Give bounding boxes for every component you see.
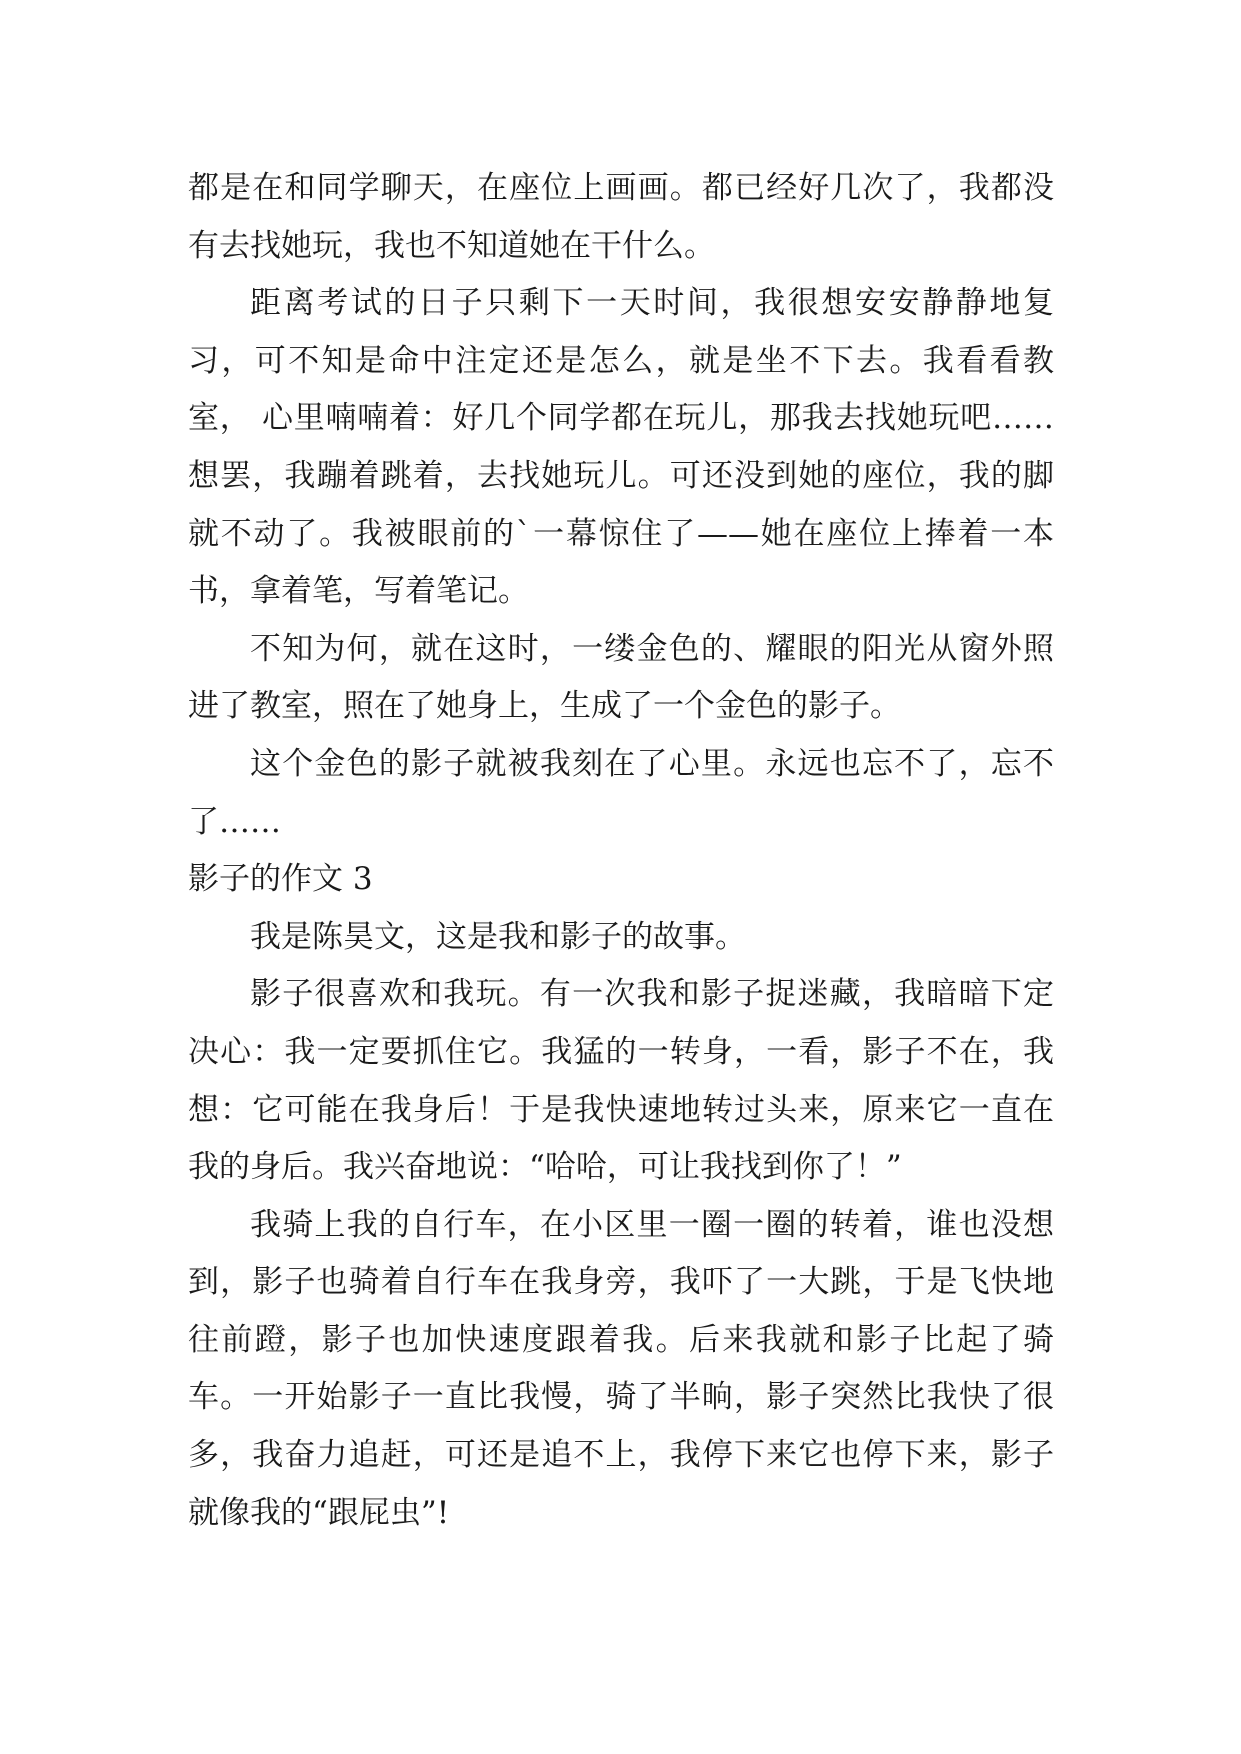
paragraph: 影子很喜欢和我玩。有一次我和影子捉迷藏，我暗暗下定决心：我一定要抓住它。我猛的一转身，一看，影子不在，我想：它可能在我身后！于是我快速地转过头来，原来它一直在我的身后。我兴奋地说：“哈哈，可让我找到你了！” bbox=[188, 976, 1054, 1186]
section-heading: 影子的作文 3 bbox=[188, 861, 373, 898]
paragraph: 这个金色的影子就被我刻在了心里。永远也忘不了，忘不了…… bbox=[188, 745, 1054, 840]
paragraph: 我是陈昊文，这是我和影子的故事。 bbox=[250, 918, 746, 955]
paragraph: 不知为何，就在这时，一缕金色的、耀眼的阳光从窗外照进了教室，照在了她身上，生成了一个金色的影子。 bbox=[188, 630, 1054, 725]
paragraph: 距离考试的日子只剩下一天时间，我很想安安静静地复习，可不知是命中注定还是怎么，就是坐不下去。我看看教室， 心里喃喃着：好几个同学都在玩儿，那我去找她玩吧……想罢，我蹦着跳着，去找她玩儿。可还没到她的座位，我的脚就不动了。我被眼前的`一幕惊住了——她在座位上捧着一本书，拿着笔，写着笔记。 bbox=[188, 285, 1054, 610]
paragraph: 都是在和同学聊天，在座位上画画。都已经好几次了，我都没有去找她玩，我也不知道她在干什么。 bbox=[188, 170, 1054, 264]
paragraph: 我骑上我的自行车，在小区里一圈一圈的转着，谁也没想到，影子也骑着自行车在我身旁，我吓了一大跳，于是飞快地往前蹬，影子也加快速度跟着我。后来我就和影子比起了骑车。一开始影子一直比我慢，骑了半晌，影子突然比我快了很多，我奋力追赶，可还是追不上，我停下来它也停下来，影子就像我的“跟屁虫”! bbox=[188, 1206, 1054, 1531]
document-body bbox=[188, 160, 1054, 1542]
